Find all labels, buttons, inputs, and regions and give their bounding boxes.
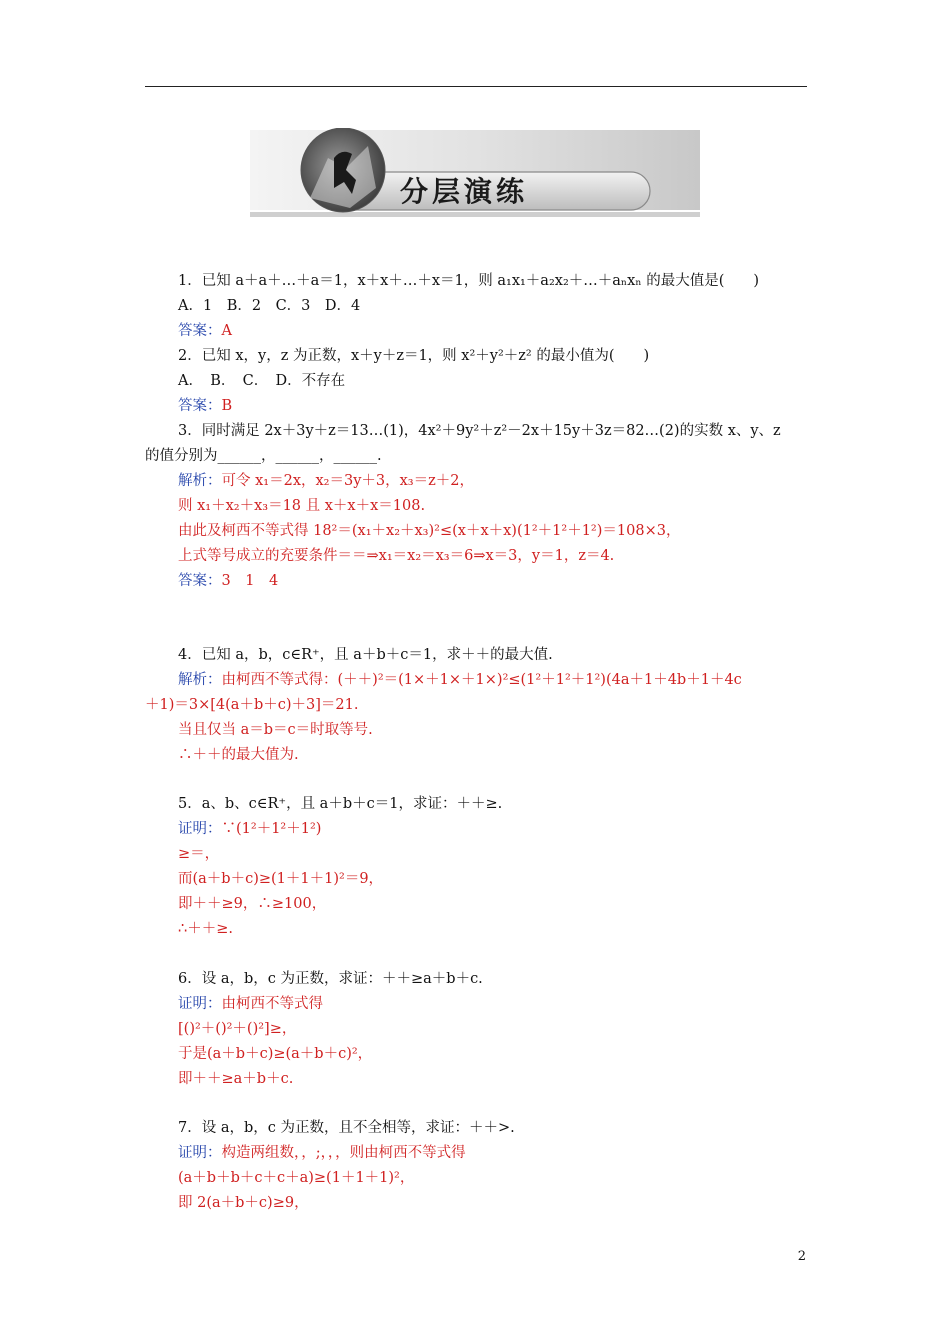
text-line-q6s2 (178, 1019, 296, 1039)
line-text: 即＋＋≥a＋b＋c. (178, 1071, 294, 1087)
line-text: 由此及柯西不等式得 18²＝(x₁＋x₂＋x₃)²≤(x＋x＋x)(1²＋1²＋1²)＝108×3， (178, 523, 681, 539)
text-line-q4s3 (178, 720, 373, 740)
line-text: 的值分别为______，______，______. (145, 448, 382, 464)
text-line-q5 (178, 794, 502, 814)
line-text: ≥＝， (178, 846, 220, 862)
text-line-q6s4 (178, 1069, 293, 1089)
section-banner (250, 128, 700, 220)
line-text: 由柯西不等式得 (221, 996, 323, 1012)
text-line-q4s4 (178, 745, 299, 765)
text-line-q6 (178, 969, 483, 989)
line-label: 答案： (178, 398, 222, 414)
line-text: 由柯西不等式得：(＋＋)²＝(1×＋1×＋1×)²≤(1²＋1²＋1²)(4a＋1＋4b＋1＋4c (221, 672, 742, 688)
text-line-q3s3 (178, 521, 680, 541)
text-line-q1a (178, 321, 232, 341)
text-line-q4 (178, 645, 553, 665)
text-line-q7 (178, 1118, 515, 1138)
line-text: B (221, 398, 233, 414)
text-line-q1 (178, 271, 759, 291)
line-text: 4．已知 a，b，c∈R⁺，且 a＋b＋c＝1，求＋＋的最大值. (178, 647, 553, 663)
text-line-q4s1 (178, 670, 742, 690)
text-line-q3b (145, 446, 382, 466)
text-line-q2o (178, 371, 345, 391)
line-text: A (221, 323, 232, 339)
line-label: 证明： (178, 1145, 222, 1161)
text-line-q7s2 (178, 1168, 414, 1188)
text-line-q2a (178, 396, 232, 416)
line-text: 7．设 a，b，c 为正数，且不全相等，求证：＋＋>. (178, 1120, 515, 1136)
text-line-q5s2 (178, 844, 219, 864)
line-text: (a＋b＋b＋c＋c＋a)≥(1＋1＋1)²， (178, 1170, 415, 1186)
text-line-q5s4 (178, 894, 326, 914)
line-text: ∴＋＋≥. (178, 921, 233, 937)
line-text: 即＋＋≥9，∴≥100， (178, 896, 327, 912)
line-label: 证明： (178, 821, 222, 837)
text-line-q5s5 (178, 919, 233, 939)
line-label: 答案： (178, 323, 222, 339)
page-number: 2 (797, 1249, 806, 1264)
text-line-q6s3 (178, 1044, 372, 1064)
text-line-q5s3 (178, 869, 383, 889)
line-text: A．1 B．2 C．3 D．4 (178, 298, 361, 314)
header-rule (145, 86, 807, 87)
line-text: ∵(1²＋1²＋1²) (221, 821, 322, 837)
line-text: 构造两组数，，;，，，则由柯西不等式得 (221, 1145, 466, 1161)
line-text: ∴＋＋的最大值为. (178, 747, 299, 763)
line-text: 当且仅当 a＝b＝c＝时取等号. (178, 722, 373, 738)
text-line-q3s4 (178, 546, 614, 566)
text-line-q7s3 (178, 1193, 309, 1213)
line-label: 答案： (178, 573, 222, 589)
line-text: 1．已知 a＋a＋…＋a＝1，x＋x＋…＋x＝1，则 a₁x₁＋a₂x₂＋…＋aₙxₙ 的最大值是( ) (178, 273, 760, 289)
line-text: 而(a＋b＋c)≥(1＋1＋1)²＝9， (178, 871, 384, 887)
line-text: 2．已知 x，y，z 为正数，x＋y＋z＝1，则 x²＋y²＋z² 的最小值为( ) (178, 348, 650, 364)
line-text: 5．a、b、c∈R⁺，且 a＋b＋c＝1，求证：＋＋≥. (178, 796, 503, 812)
text-line-q3 (178, 421, 781, 441)
line-text: 于是(a＋b＋c)≥(a＋b＋c)²， (178, 1046, 373, 1062)
line-text: 上式等号成立的充要条件＝＝⇒x₁＝x₂＝x₃＝6⇒x＝3，y＝1，z＝4. (178, 548, 615, 564)
line-text: A． B． C． D．不存在 (178, 373, 346, 389)
line-text: 即 2(a＋b＋c)≥9， (178, 1195, 309, 1211)
text-line-q3s1 (178, 471, 474, 491)
line-text: 可令 x₁＝2x，x₂＝3y＋3，x₃＝z＋2， (221, 473, 474, 489)
line-text: 3．同时满足 2x＋3y＋z＝13…(1)，4x²＋9y²＋z²－2x＋15y＋3z＝82…(2)的实数 x、y、z (178, 423, 781, 439)
line-text: 6．设 a，b，c 为正数，求证：＋＋≥a＋b＋c. (178, 971, 483, 987)
text-line-q3a (178, 571, 278, 591)
text-line-q5s1 (178, 819, 321, 839)
line-text: 3 1 4 (221, 573, 279, 589)
text-line-q3s2 (178, 496, 425, 516)
banner-title: 分层演练 (400, 175, 529, 208)
text-line-q2 (178, 346, 649, 366)
line-text: 则 x₁＋x₂＋x₃＝18 且 x＋x＋x＝108. (178, 498, 426, 514)
line-label: 证明： (178, 996, 222, 1012)
text-line-q4s2 (145, 695, 358, 715)
line-text: [()²＋()²＋()²]≥， (178, 1021, 297, 1037)
text-line-q6s1 (178, 994, 323, 1014)
line-label: 解析： (178, 672, 222, 688)
line-label: 解析： (178, 473, 222, 489)
text-line-q7s1 (178, 1143, 466, 1163)
line-text: ＋1)＝3×[4(a＋b＋c)＋3]＝21. (145, 697, 359, 713)
text-line-q1o (178, 296, 360, 316)
